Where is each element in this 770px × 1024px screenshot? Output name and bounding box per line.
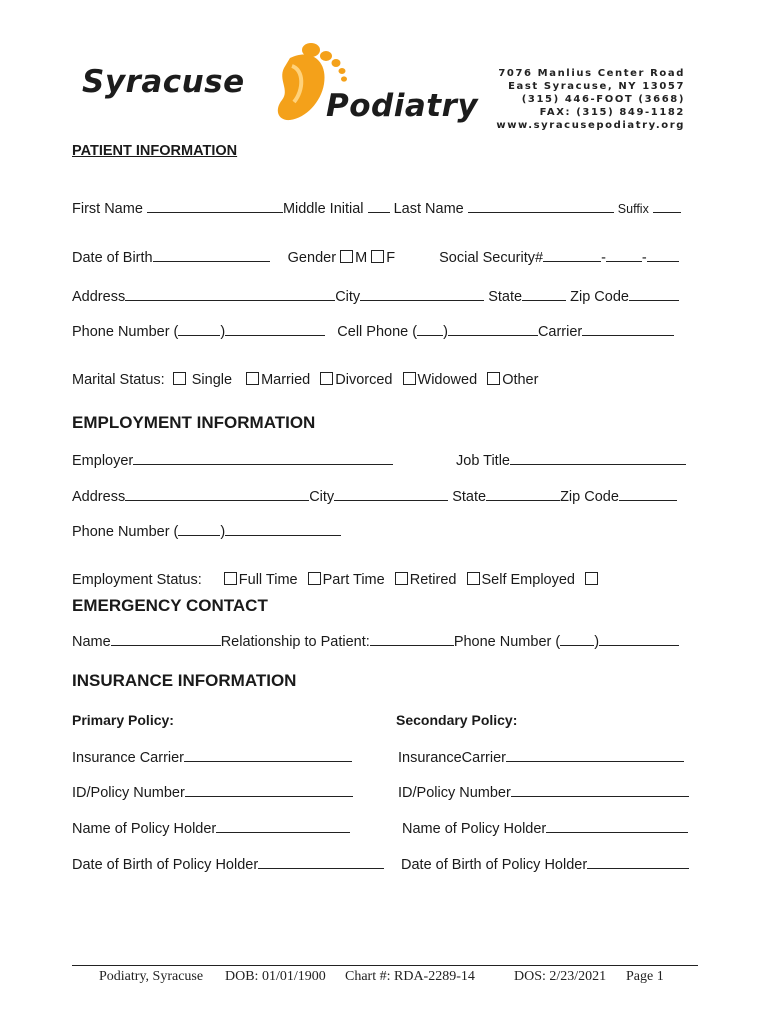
row-emergency <box>72 633 679 650</box>
label-emp-state: State <box>452 489 487 505</box>
label-part-time: Part Time <box>322 572 385 588</box>
secondary-holder-field[interactable] <box>546 820 688 833</box>
emp-state-field[interactable] <box>486 488 560 501</box>
status-extra-checkbox[interactable] <box>585 572 598 585</box>
primary-holder-row <box>72 820 350 837</box>
section-title-patient: PATIENT INFORMATION <box>72 143 238 159</box>
em-phone-field[interactable] <box>599 633 679 646</box>
gender-m-checkbox[interactable] <box>340 250 353 263</box>
label-emp-zip: Zip Code <box>560 489 619 505</box>
label-primary-policy: ID/Policy Number <box>72 785 185 801</box>
footer-rule <box>72 965 698 966</box>
label-phone: Phone Number ( <box>72 324 179 340</box>
job-title-field[interactable] <box>510 452 686 465</box>
row-marital <box>72 372 538 388</box>
primary-holder-dob-row <box>72 856 384 873</box>
footer-practice: Podiatry, Syracuse <box>99 969 204 984</box>
emp-phone-area-field[interactable] <box>178 523 220 536</box>
carrier-field[interactable] <box>582 323 674 336</box>
label-zip: Zip Code <box>570 289 629 305</box>
row-emp-phone <box>72 523 341 540</box>
phone-field[interactable] <box>225 323 325 336</box>
label-emp-status: Employment Status: <box>72 572 202 588</box>
secondary-policy-row <box>398 784 689 801</box>
row-employer <box>72 452 393 469</box>
label-carrier: Carrier <box>537 324 583 340</box>
status-part-time-checkbox[interactable] <box>308 572 321 585</box>
section-title-emergency: EMERGENCY CONTACT <box>72 596 268 615</box>
gender-f-checkbox[interactable] <box>371 250 384 263</box>
label-employer: Employer <box>72 453 134 469</box>
label-secondary-holder-dob: Date of Birth of Policy Holder <box>401 857 588 873</box>
address-line-4: FAX: (315) 849-1182 <box>539 107 685 118</box>
label-divorced: Divorced <box>335 372 393 388</box>
first-name-field[interactable] <box>147 200 283 213</box>
secondary-policy-title: Secondary Policy: <box>396 712 518 728</box>
footer-page: Page 1 <box>626 969 664 984</box>
address-line-2: East Syracuse, NY 13057 <box>508 81 685 92</box>
marital-divorced-checkbox[interactable] <box>320 372 333 385</box>
em-phone-paren: ) <box>594 634 600 650</box>
label-married: Married <box>261 372 311 388</box>
label-gender-m: M <box>355 250 368 266</box>
phone-area-field[interactable] <box>178 323 220 336</box>
label-primary-holder-dob: Date of Birth of Policy Holder <box>72 857 259 873</box>
label-em-phone: Phone Number ( <box>453 634 561 650</box>
logo-word-podiatry: Podiatry <box>326 88 479 124</box>
primary-holder-dob-field[interactable] <box>258 856 384 869</box>
label-primary-holder: Name of Policy Holder <box>72 821 217 837</box>
label-single: Single <box>191 372 233 388</box>
status-full-time-checkbox[interactable] <box>224 572 237 585</box>
row-phones <box>72 323 674 340</box>
middle-initial-field[interactable] <box>368 200 390 213</box>
label-marital: Marital Status: <box>72 372 165 388</box>
row-address <box>72 288 679 305</box>
label-ssn: Social Security# <box>439 250 544 266</box>
label-dob: Date of Birth <box>72 250 153 266</box>
address-field[interactable] <box>125 288 335 301</box>
emp-phone-field[interactable] <box>225 523 341 536</box>
zip-field[interactable] <box>629 288 679 301</box>
practice-address <box>496 67 685 132</box>
section-title-employment: EMPLOYMENT INFORMATION <box>72 413 316 432</box>
em-name-field[interactable] <box>111 633 221 646</box>
label-secondary-holder: Name of Policy Holder <box>402 821 547 837</box>
label-relationship: Relationship to Patient: <box>220 634 370 650</box>
label-middle-initial: Middle Initial <box>282 201 364 217</box>
state-field[interactable] <box>522 288 566 301</box>
label-gender: Gender <box>287 250 337 266</box>
ssn-field-1[interactable] <box>543 249 601 262</box>
label-cell: Cell Phone ( <box>337 324 418 340</box>
label-other: Other <box>502 372 539 388</box>
footer-dob: DOB: 01/01/1900 <box>225 969 326 984</box>
label-secondary-carrier: InsuranceCarrier <box>398 750 506 766</box>
secondary-policy-field[interactable] <box>511 784 689 797</box>
row-job-title <box>456 452 686 469</box>
secondary-carrier-field[interactable] <box>506 749 684 762</box>
city-field[interactable] <box>360 288 484 301</box>
label-first-name: First Name <box>72 201 143 217</box>
marital-widowed-checkbox[interactable] <box>403 372 416 385</box>
phone-paren: ) <box>220 324 226 340</box>
logo-word-syracuse: Syracuse <box>82 64 245 100</box>
address-line-5: www.syracusepodiatry.org <box>496 120 685 131</box>
employer-field[interactable] <box>133 452 393 465</box>
secondary-carrier-row <box>398 749 684 766</box>
status-self-employed-checkbox[interactable] <box>467 572 480 585</box>
primary-carrier-field[interactable] <box>184 749 352 762</box>
footer-dos: DOS: 2/23/2021 <box>514 969 607 984</box>
marital-married-checkbox[interactable] <box>246 372 259 385</box>
primary-policy-row <box>72 784 353 801</box>
primary-policy-field[interactable] <box>185 784 353 797</box>
address-line-3: (315) 446-FOOT (3668) <box>521 94 685 105</box>
label-em-name: Name <box>72 634 111 650</box>
row-dob-gender: Date of Birth Gender M F Social Security# - - <box>72 249 679 266</box>
primary-carrier-row <box>72 749 352 766</box>
label-secondary-policy: ID/Policy Number <box>398 785 511 801</box>
emp-address-field[interactable] <box>125 488 309 501</box>
label-job-title: Job Title <box>456 453 510 469</box>
cell-field[interactable] <box>448 323 538 336</box>
cell-area-field[interactable] <box>417 323 443 336</box>
label-emp-phone: Phone Number ( <box>72 524 179 540</box>
cell-paren: ) <box>443 324 448 340</box>
emp-phone-paren: ) <box>220 524 226 540</box>
marital-other-checkbox[interactable] <box>487 372 500 385</box>
label-city: City <box>335 289 361 305</box>
row-emp-address <box>72 488 677 505</box>
label-full-time: Full Time <box>238 572 298 588</box>
secondary-holder-row <box>402 820 688 837</box>
label-state: State <box>488 289 523 305</box>
label-retired: Retired <box>409 572 457 588</box>
status-retired-checkbox[interactable] <box>395 572 408 585</box>
row-name <box>72 200 681 217</box>
label-self-employed: Self Employed <box>481 572 575 588</box>
label-widowed: Widowed <box>417 372 478 388</box>
suffix-field[interactable] <box>653 200 681 213</box>
label-suffix: Suffix <box>617 202 649 216</box>
relationship-field[interactable] <box>370 633 454 646</box>
logo <box>78 40 518 132</box>
label-last-name: Last Name <box>393 201 464 217</box>
label-emp-city: City <box>309 489 335 505</box>
emp-city-field[interactable] <box>334 488 448 501</box>
row-emp-status <box>72 572 600 588</box>
primary-holder-field[interactable] <box>216 820 350 833</box>
address-line-1: 7076 Manlius Center Road <box>498 68 685 79</box>
label-primary-carrier: Insurance Carrier <box>72 750 185 766</box>
last-name-field[interactable] <box>468 200 614 213</box>
footer-chart: Chart #: RDA-2289-14 <box>345 969 475 984</box>
primary-policy-title: Primary Policy: <box>72 712 174 728</box>
marital-single-checkbox[interactable] <box>173 372 186 385</box>
secondary-holder-dob-field[interactable] <box>587 856 689 869</box>
label-gender-f: F <box>386 250 396 266</box>
ssn-field-3[interactable] <box>647 249 679 262</box>
ssn-field-2[interactable] <box>606 249 642 262</box>
em-phone-area-field[interactable] <box>560 633 594 646</box>
emp-zip-field[interactable] <box>619 488 677 501</box>
label-address: Address <box>72 289 126 305</box>
label-emp-address: Address <box>72 489 126 505</box>
dob-field[interactable] <box>153 249 270 262</box>
section-title-insurance: INSURANCE INFORMATION <box>72 671 297 690</box>
secondary-holder-dob-row <box>401 856 689 873</box>
